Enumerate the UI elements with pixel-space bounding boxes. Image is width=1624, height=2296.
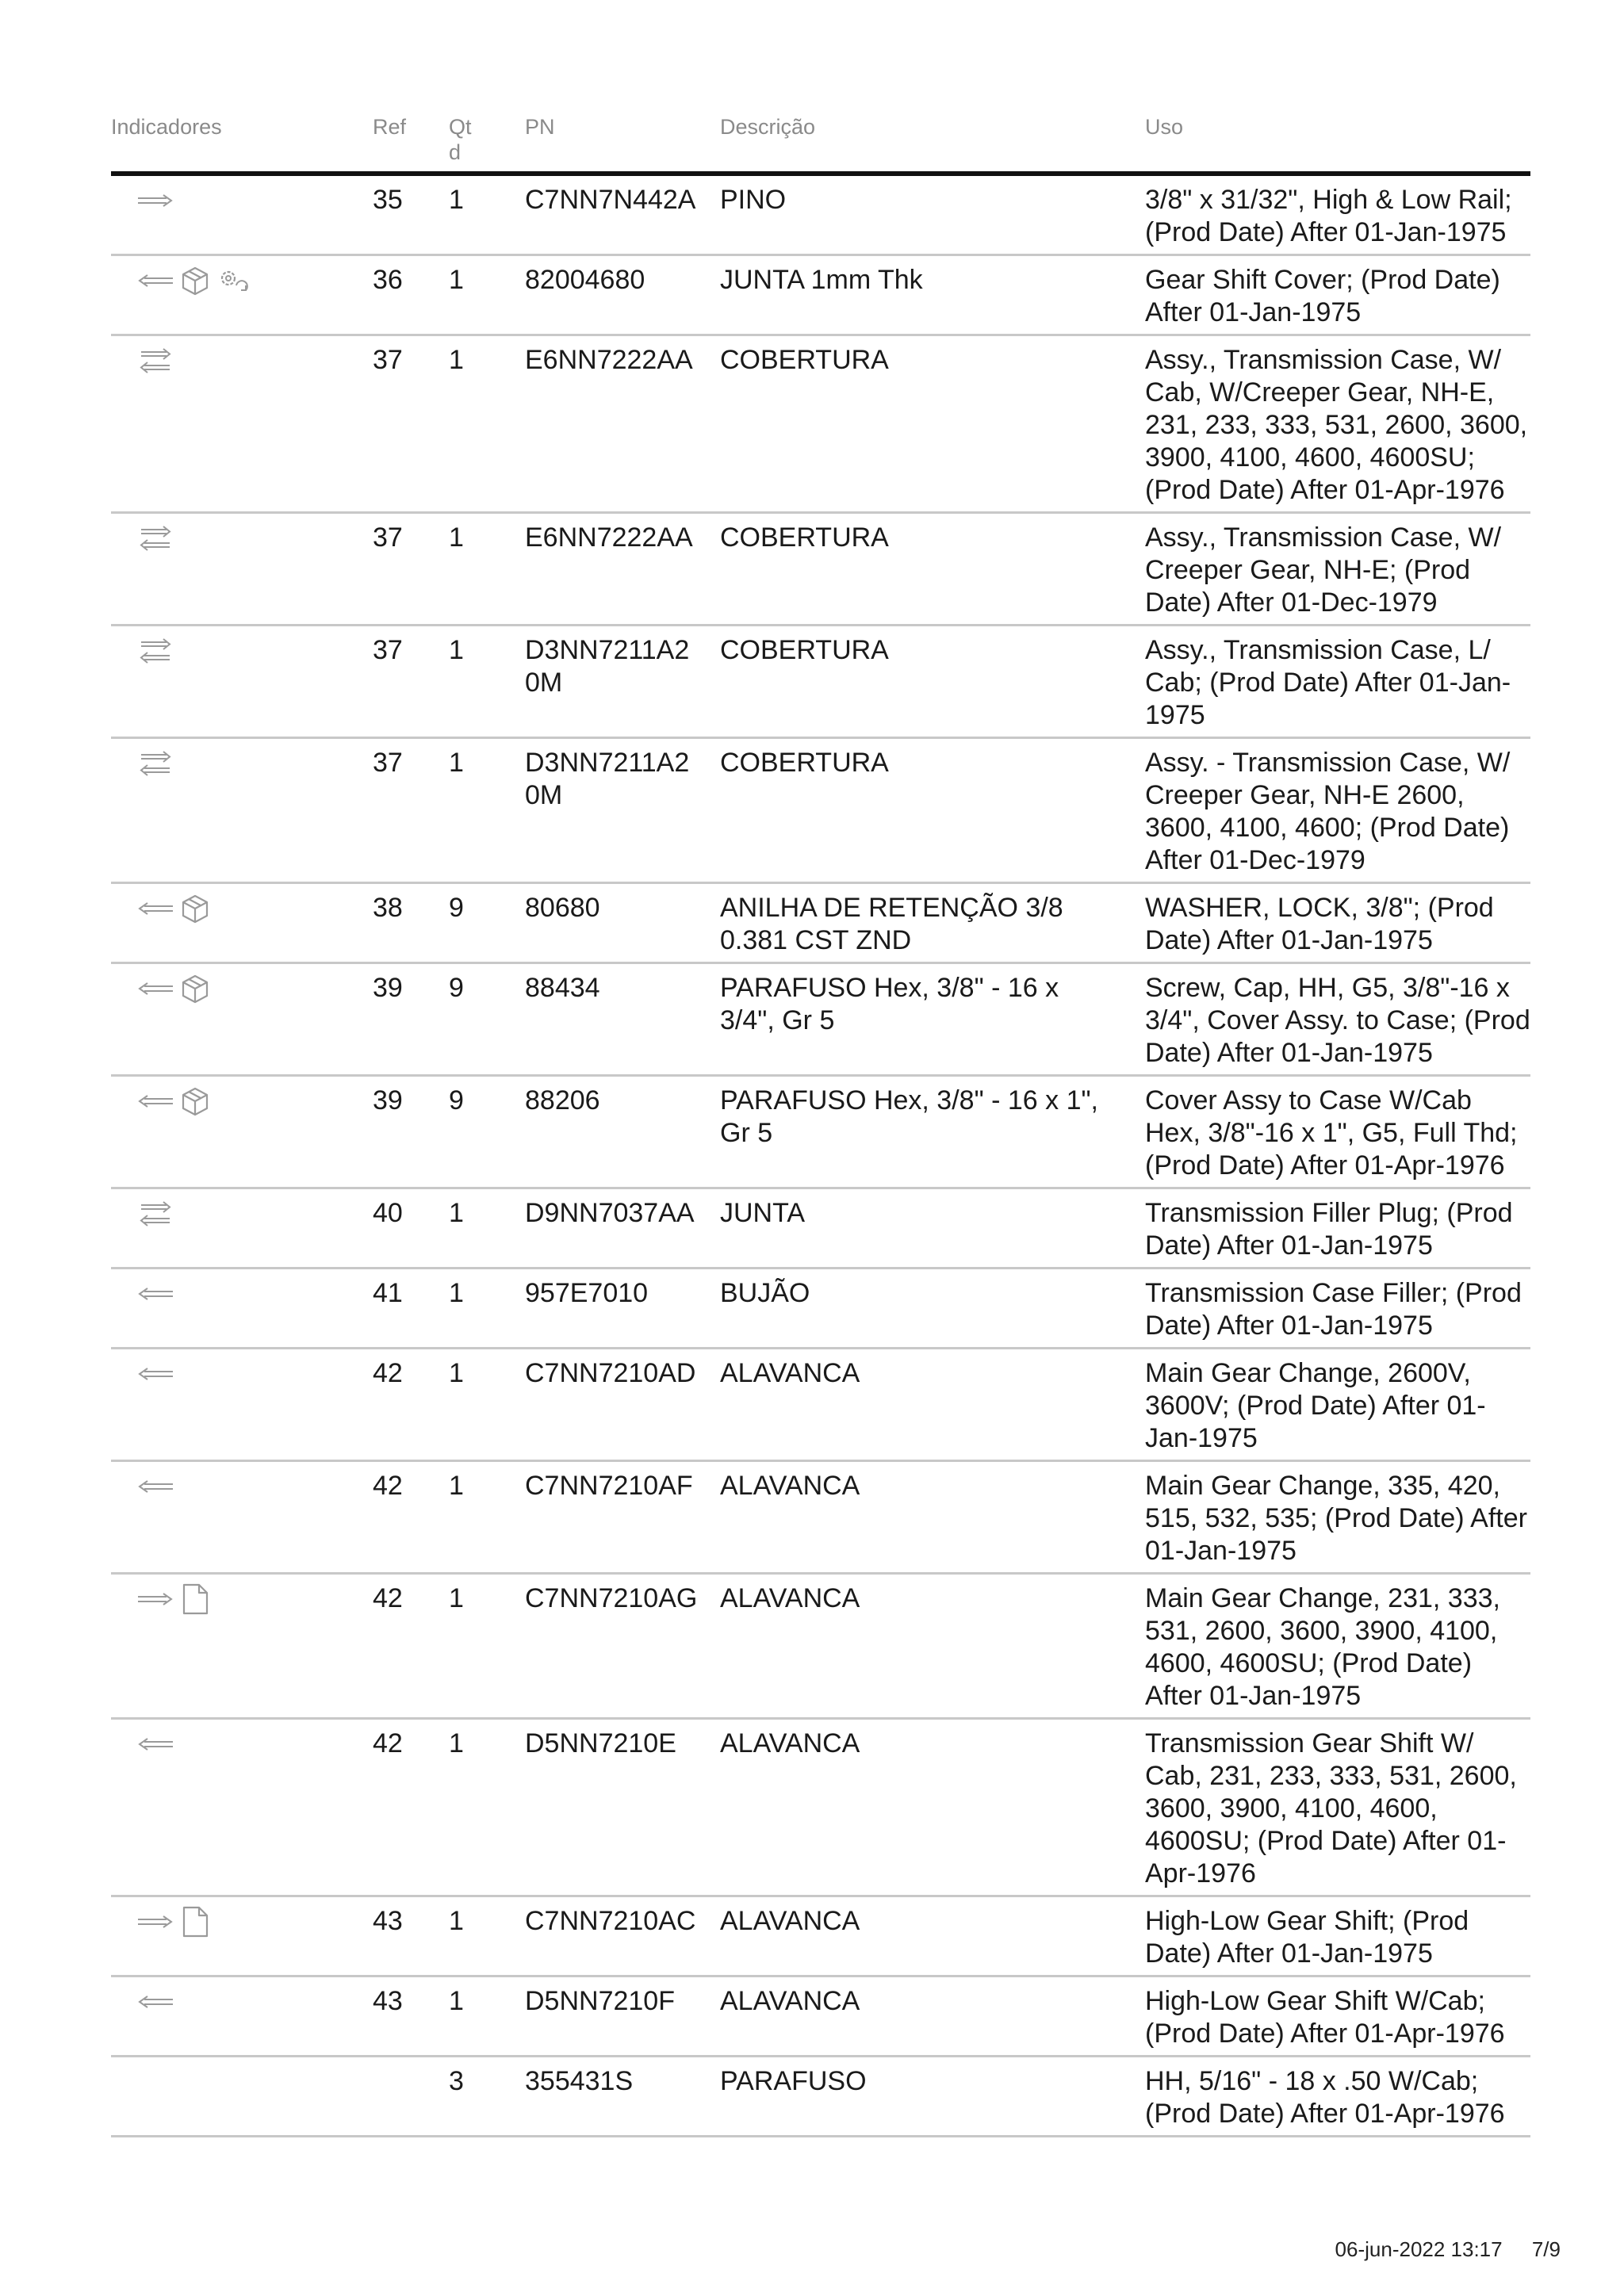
row-qty: 1 [449, 1976, 525, 2057]
row-uso: High-Low Gear Shift; (Prod Date) After 01-Jan-1975 [1145, 1896, 1530, 1976]
row-ref: 39 [373, 963, 449, 1076]
table-row [111, 1719, 1530, 1896]
row-ref: 37 [373, 626, 449, 738]
row-uso: Assy. - Transmission Case, W/ Creeper Gear, NH-E 2600, 3600, 4100, 4600; (Prod Date) After 01-Dec-1979 [1145, 738, 1530, 883]
row-uso: 3/8" x 31/32", High & Low Rail; (Prod Date) After 01-Jan-1975 [1145, 174, 1530, 255]
row-uso: Main Gear Change, 2600V, 3600V; (Prod Date) After 01-Jan-1975 [1145, 1349, 1530, 1461]
table-row [111, 1976, 1530, 2057]
header-indicators: Indicadores [111, 111, 373, 174]
row-part-number: D9NN7037AA [525, 1188, 720, 1269]
footer-page-number: 7/9 [1531, 2237, 1561, 2261]
row-indicators [111, 1719, 373, 1896]
box-icon [179, 265, 211, 297]
table-row [111, 883, 1530, 963]
row-part-number: C7NN7210AF [525, 1461, 720, 1574]
row-ref: 43 [373, 1976, 449, 2057]
row-indicators [111, 963, 373, 1076]
table-row [111, 174, 1530, 255]
arrow-left-icon [136, 1366, 174, 1382]
arrow-right-icon [136, 193, 174, 209]
table-header-row [111, 111, 1530, 174]
row-ref: 37 [373, 513, 449, 626]
arrow-left-icon [136, 1736, 174, 1752]
row-uso: Main Gear Change, 231, 333, 531, 2600, 3600, 3900, 4100, 4600, 4600SU; (Prod Date) After 01-Jan-1975 [1145, 1574, 1530, 1719]
row-part-number: D5NN7210F [525, 1976, 720, 2057]
row-description: PARAFUSO [720, 2057, 1145, 2137]
document-icon [179, 1905, 211, 1938]
swap-icon [136, 1200, 174, 1227]
row-qty: 1 [449, 1719, 525, 1896]
row-part-number: 88434 [525, 963, 720, 1076]
row-uso: Assy., Transmission Case, W/ Cab, W/Creeper Gear, NH-E, 231, 233, 333, 531, 2600, 3600, 3900, 4100, 4600, 4600SU; (Prod Date) After 01-Apr-1976 [1145, 335, 1530, 513]
table-row [111, 2057, 1530, 2137]
row-part-number: 957E7010 [525, 1269, 720, 1349]
row-description: ALAVANCA [720, 1461, 1145, 1574]
row-indicators [111, 1188, 373, 1269]
row-description: JUNTA [720, 1188, 1145, 1269]
row-description: JUNTA 1mm Thk [720, 255, 1145, 335]
row-uso: Assy., Transmission Case, W/ Creeper Gear, NH-E; (Prod Date) After 01-Dec-1979 [1145, 513, 1530, 626]
row-uso: HH, 5/16" - 18 x .50 W/Cab; (Prod Date) After 01-Apr-1976 [1145, 2057, 1530, 2137]
row-indicators [111, 1574, 373, 1719]
row-ref: 42 [373, 1349, 449, 1461]
box-icon [179, 973, 211, 1004]
arrow-left-icon [136, 273, 174, 289]
footer-datetime: 06-jun-2022 13:17 [1335, 2237, 1503, 2261]
swap-icon [136, 637, 174, 664]
box-icon [179, 893, 211, 924]
row-qty: 9 [449, 1076, 525, 1188]
row-ref: 39 [373, 1076, 449, 1188]
row-uso: Screw, Cap, HH, G5, 3/8"-16 x 3/4", Cover Assy. to Case; (Prod Date) After 01-Jan-1975 [1145, 963, 1530, 1076]
table-row [111, 335, 1530, 513]
row-part-number: D3NN7211A20M [525, 738, 720, 883]
row-indicators [111, 1896, 373, 1976]
row-description: BUJÃO [720, 1269, 1145, 1349]
row-uso: Transmission Gear Shift W/ Cab, 231, 233, 333, 531, 2600, 3600, 3900, 4100, 4600, 4600SU; (Prod Date) After 01-Apr-1976 [1145, 1719, 1530, 1896]
swap-icon [136, 347, 174, 374]
row-part-number: C7NN7210AD [525, 1349, 720, 1461]
row-part-number: D3NN7211A20M [525, 626, 720, 738]
row-uso: Gear Shift Cover; (Prod Date) After 01-Jan-1975 [1145, 255, 1530, 335]
table-row [111, 1188, 1530, 1269]
header-description: Descrição [720, 111, 1145, 174]
row-qty: 1 [449, 255, 525, 335]
row-part-number: C7NN7210AC [525, 1896, 720, 1976]
row-ref: 42 [373, 1461, 449, 1574]
row-part-number: 88206 [525, 1076, 720, 1188]
row-ref: 35 [373, 174, 449, 255]
row-qty: 9 [449, 963, 525, 1076]
row-ref: 40 [373, 1188, 449, 1269]
row-ref: 43 [373, 1896, 449, 1976]
row-indicators [111, 1076, 373, 1188]
row-part-number: C7NN7N442A [525, 174, 720, 255]
swap-icon [136, 525, 174, 552]
row-indicators [111, 2057, 373, 2137]
arrow-left-icon [136, 981, 174, 997]
row-qty: 1 [449, 174, 525, 255]
row-indicators [111, 513, 373, 626]
row-qty: 1 [449, 513, 525, 626]
row-qty: 1 [449, 1574, 525, 1719]
row-part-number: E6NN7222AA [525, 513, 720, 626]
row-ref [373, 2057, 449, 2137]
row-qty: 3 [449, 2057, 525, 2137]
row-description: PINO [720, 174, 1145, 255]
table-row [111, 1574, 1530, 1719]
header-qty: Qt d [449, 111, 525, 174]
row-ref: 36 [373, 255, 449, 335]
row-part-number: 80680 [525, 883, 720, 963]
arrow-left-icon [136, 1286, 174, 1302]
row-uso: Cover Assy to Case W/Cab Hex, 3/8"-16 x 1", G5, Full Thd; (Prod Date) After 01-Apr-1976 [1145, 1076, 1530, 1188]
table-row [111, 963, 1530, 1076]
row-indicators [111, 335, 373, 513]
table-row [111, 1461, 1530, 1574]
row-indicators [111, 738, 373, 883]
box-icon [179, 1085, 211, 1117]
row-ref: 42 [373, 1719, 449, 1896]
header-ref: Ref [373, 111, 449, 174]
row-description: COBERTURA [720, 335, 1145, 513]
arrow-right-icon [136, 1591, 174, 1607]
table-row [111, 1269, 1530, 1349]
row-qty: 1 [449, 626, 525, 738]
row-indicators [111, 255, 373, 335]
row-ref: 41 [373, 1269, 449, 1349]
row-ref: 38 [373, 883, 449, 963]
row-uso: WASHER, LOCK, 3/8"; (Prod Date) After 01-Jan-1975 [1145, 883, 1530, 963]
arrow-left-icon [136, 1994, 174, 2010]
row-description: ANILHA DE RETENÇÃO 3/8 0.381 CST ZND [720, 883, 1145, 963]
row-qty: 1 [449, 1461, 525, 1574]
row-description: COBERTURA [720, 738, 1145, 883]
row-description: ALAVANCA [720, 1574, 1145, 1719]
row-qty: 1 [449, 738, 525, 883]
row-uso: Assy., Transmission Case, L/ Cab; (Prod Date) After 01-Jan-1975 [1145, 626, 1530, 738]
row-qty: 1 [449, 1896, 525, 1976]
swap-icon [136, 750, 174, 777]
row-qty: 1 [449, 1188, 525, 1269]
table-row [111, 738, 1530, 883]
page-footer [1312, 2237, 1561, 2262]
row-description: PARAFUSO Hex, 3/8" - 16 x 1", Gr 5 [720, 1076, 1145, 1188]
row-indicators [111, 883, 373, 963]
header-pn: PN [525, 111, 720, 174]
arrow-left-icon [136, 1479, 174, 1494]
row-qty: 1 [449, 1269, 525, 1349]
row-description: ALAVANCA [720, 1976, 1145, 2057]
row-uso: Transmission Filler Plug; (Prod Date) After 01-Jan-1975 [1145, 1188, 1530, 1269]
row-part-number: 355431S [525, 2057, 720, 2137]
parts-list-page [111, 111, 1530, 2137]
row-indicators [111, 174, 373, 255]
row-part-number: D5NN7210E [525, 1719, 720, 1896]
row-part-number: C7NN7210AG [525, 1574, 720, 1719]
row-uso: Transmission Case Filler; (Prod Date) After 01-Jan-1975 [1145, 1269, 1530, 1349]
row-description: ALAVANCA [720, 1719, 1145, 1896]
table-row [111, 255, 1530, 335]
gear-refresh-icon [216, 265, 251, 297]
row-qty: 9 [449, 883, 525, 963]
row-description: ALAVANCA [720, 1896, 1145, 1976]
row-part-number: E6NN7222AA [525, 335, 720, 513]
row-part-number: 82004680 [525, 255, 720, 335]
row-indicators [111, 1461, 373, 1574]
row-qty: 1 [449, 1349, 525, 1461]
parts-table [111, 111, 1530, 2137]
arrow-right-icon [136, 1914, 174, 1930]
row-description: COBERTURA [720, 626, 1145, 738]
row-ref: 37 [373, 738, 449, 883]
table-row [111, 1349, 1530, 1461]
arrow-left-icon [136, 901, 174, 916]
table-row [111, 1896, 1530, 1976]
row-uso: High-Low Gear Shift W/Cab; (Prod Date) After 01-Apr-1976 [1145, 1976, 1530, 2057]
row-ref: 37 [373, 335, 449, 513]
row-description: PARAFUSO Hex, 3/8" - 16 x 3/4", Gr 5 [720, 963, 1145, 1076]
row-indicators [111, 626, 373, 738]
row-qty: 1 [449, 335, 525, 513]
row-indicators [111, 1349, 373, 1461]
header-uso: Uso [1145, 111, 1530, 174]
row-description: ALAVANCA [720, 1349, 1145, 1461]
table-row [111, 626, 1530, 738]
row-indicators [111, 1269, 373, 1349]
table-body [111, 174, 1530, 2137]
table-row [111, 513, 1530, 626]
row-description: COBERTURA [720, 513, 1145, 626]
row-ref: 42 [373, 1574, 449, 1719]
table-row [111, 1076, 1530, 1188]
document-icon [179, 1582, 211, 1616]
row-uso: Main Gear Change, 335, 420, 515, 532, 535; (Prod Date) After 01-Jan-1975 [1145, 1461, 1530, 1574]
row-indicators [111, 1976, 373, 2057]
arrow-left-icon [136, 1093, 174, 1109]
